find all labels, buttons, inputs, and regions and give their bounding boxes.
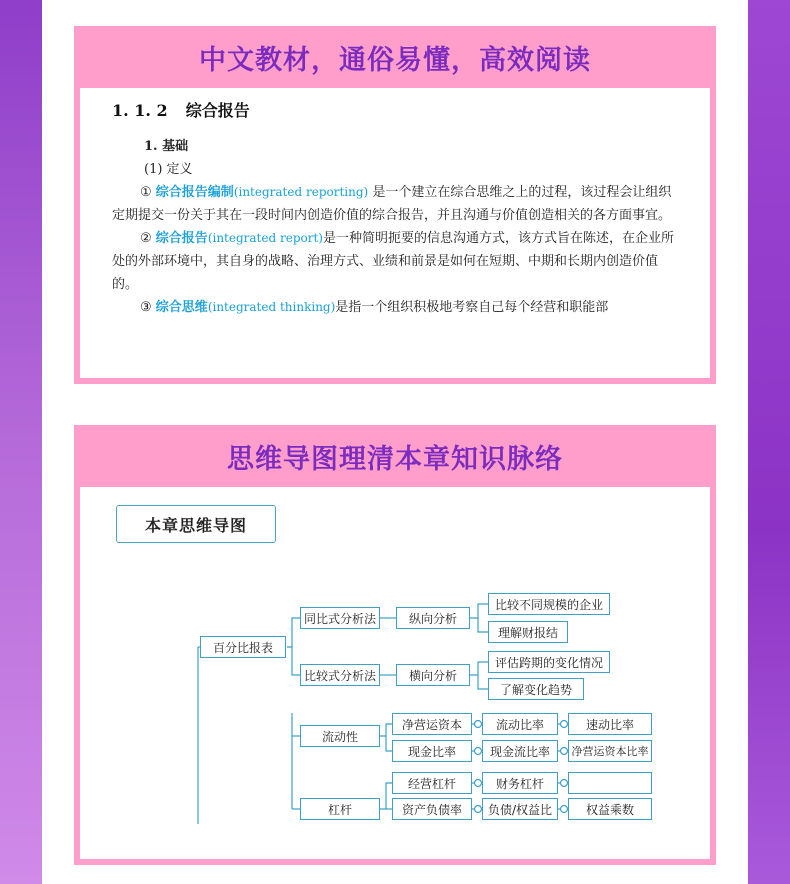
definition-item-1 [112,181,682,227]
node-empty [568,772,652,794]
node-horizontal-method: 同比式分析法 [300,607,380,629]
panel-header: 思维导图理清本章知识脉络 [227,443,563,475]
section-heading [112,98,682,121]
node-compare-scales: 比较不同规模的企业 [488,593,610,615]
mindmap-panel [74,425,716,865]
node-cash-flow-ratio: 现金流比率 [482,740,558,762]
term-english: (integrated report) [207,231,323,245]
node-trend: 了解变化趋势 [488,678,584,700]
node-horizontal-analysis: 横向分析 [396,664,470,686]
term: 综合报告 [155,231,208,246]
term: 综合报告编制 [155,185,234,200]
node-liquidity: 流动性 [300,725,380,747]
node-nwc-ratio: 净营运资本比率 [568,740,652,762]
term-english: (integrated thinking) [207,300,336,314]
node-cash-ratio: 现金比率 [392,740,472,762]
item-marker: ② [140,231,152,246]
definition-text: 是一个建立在综合思维之上的过程，该过程会让组织定期提交一份关于其在一段时间内创造价值的综合报告，并且沟通与价值创造相关的各方面事宜。 [112,185,672,223]
right-decorative-border [748,0,790,884]
textbook-excerpt-panel [74,26,716,384]
definition-label: (1) 定义 [144,162,193,177]
excerpt-body [80,88,710,378]
node-current-ratio: 流动比率 [482,713,558,735]
section-title: 综合报告 [185,101,250,120]
mindmap-body [80,487,710,859]
node-comparative-method: 比较式分析法 [300,664,380,686]
left-decorative-border [0,0,42,884]
node-assess-change: 评估跨期的变化情况 [488,651,610,673]
definition-item-2 [112,227,682,296]
node-financial-leverage: 财务杠杆 [482,772,558,794]
node-equity-multiplier: 权益乘数 [568,798,652,820]
item-marker: ③ [140,300,152,315]
mindmap-title: 本章思维导图 [116,505,276,543]
node-debt-ratio: 资产负债率 [392,798,472,820]
node-root: 百分比报表 [200,636,286,658]
term-english: (integrated reporting) [233,185,369,199]
definition-item-3 [112,296,682,319]
node-debt-equity: 负债/权益比 [482,798,558,820]
node-operating-leverage: 经营杠杆 [392,772,472,794]
definition-text: 是指一个组织积极地考察自己每个经营和职能部 [335,300,609,315]
definition-text: 是一种简明扼要的信息沟通方式，该方式旨在陈述，在企业所处的外部环境中，其自身的战略、治理方式、业绩和前景是如何在短期、中期和长期内创造价值的。 [112,231,674,292]
subhead: 1. 基础 [144,139,189,154]
node-net-working-capital: 净营运资本 [392,713,472,735]
node-leverage: 杠杆 [300,798,380,820]
section-number: 1. 1. 2 [112,101,168,120]
node-quick-ratio: 速动比率 [568,713,652,735]
term: 综合思维 [155,300,208,315]
node-understand-reports: 理解财报结 [488,621,568,643]
node-vertical-analysis: 纵向分析 [396,607,470,629]
panel-header: 中文教材，通俗易懂，高效阅读 [199,44,591,76]
item-marker: ① [140,185,152,200]
